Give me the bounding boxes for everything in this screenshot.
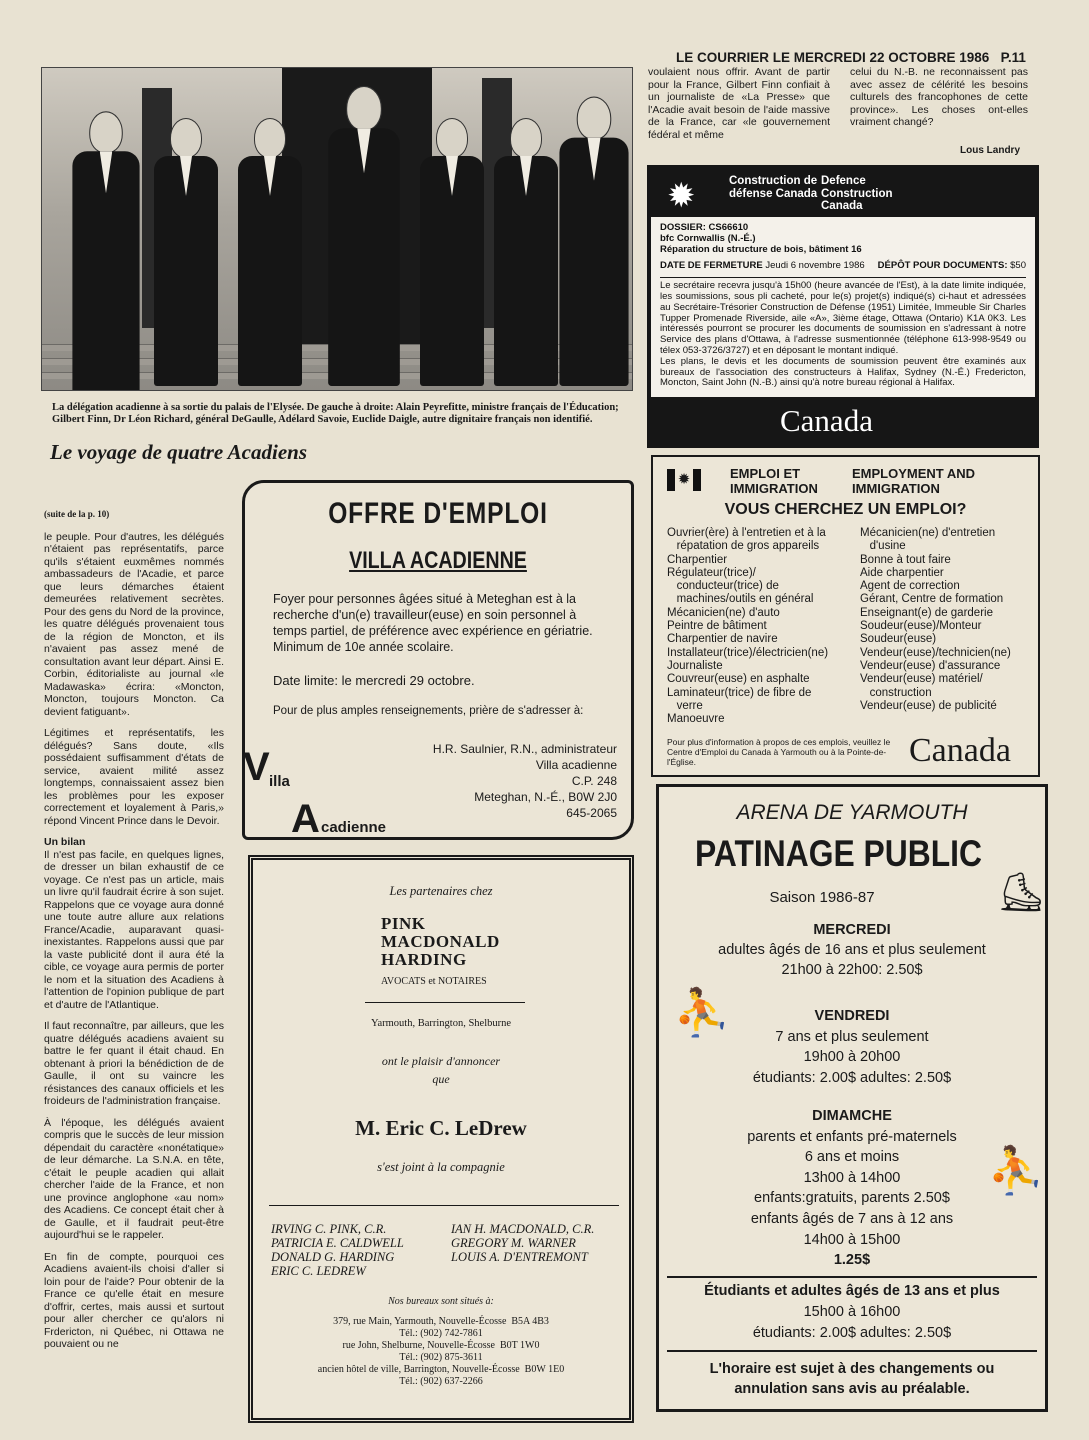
- job-item: Gérant, Centre de formation: [860, 593, 1004, 606]
- group-skating-icon: ⛹: [987, 1144, 1045, 1196]
- job-item: Laminateur(trice) de fibre de: [667, 686, 812, 699]
- job-item: d'usine: [860, 540, 906, 553]
- law-intro: Les partenaires chez: [389, 884, 493, 898]
- arena-venue: ARENA DE YARMOUTH: [736, 801, 968, 824]
- law-joined: s'est joint à la compagnie: [377, 1160, 505, 1174]
- villa-subtitle: VILLA ACADIENNE: [349, 547, 527, 574]
- closing-date: Jeudi 6 novembre 1986: [765, 260, 865, 272]
- partner-name: DONALD G. HARDING: [271, 1250, 395, 1264]
- villa-logo: V illa A cadienne: [243, 745, 387, 841]
- job-item: Agent de correction: [860, 580, 960, 593]
- fri-line-2: 19h00 à 20h00: [803, 1049, 901, 1065]
- contact-line: H.R. Saulnier, R.N., administrateur: [432, 742, 617, 756]
- wed-line-1: adultes âgés de 16 ans et plus seulement: [718, 942, 986, 958]
- contact-line: Villa acadienne: [535, 758, 617, 772]
- employment-headline: VOUS CHERCHEZ UN EMPLOI?: [724, 501, 967, 518]
- partner-name: ERIC C. LEDREW: [271, 1264, 366, 1278]
- job-item: répatation de gros appareils: [667, 540, 820, 553]
- defence-body: Le secrétaire recevra jusqu'à 15h00 (heure avancée de l'Est), à la date limite indiquée, les soumissions, sous pli cacheté, pour le(s) projet(s) indiqué(s) ci-haut et adressées au Secrétaire-Trésorier Construction de Défense (1951) Limitée, Immeuble Sir Charles Tupper Promenade Riverside, aile «A», 3ième étage, Ottawa (Ontario) K1A 0K3. Les intéressés pourront se procurer les documents de soumission en s'adressant à notre Service des plans d'Ottawa, à l'adresse susmentionnée (téléphone 613-998-9549 ou télex 053-3726/3727) et en déposant le montant indiqué.: [660, 280, 1026, 356]
- office-line: Tél.: (902) 742-7861: [399, 1328, 483, 1339]
- article-continuation-2: celui du N.-B. ne reconnaissent pas avec assez de célérité les besoins culturels des francophones de cette province». Les choses ont-elles vraiment changé?: [850, 66, 1028, 128]
- article-paragraph: Il n'est pas facile, en quelques lignes, de dresser un bilan exhaustif de ce voyage. Ce n'est pas un article, mais un livre qu'il faudrait écrire à son sujet. Rappelons que ce voyage aura donné une toute autre allure aux relations France/Acadie, auparavant quasi-inexistantes. Rappelons aussi que par la vaste publicité dont il aura été la cible, ce voyage aura permis de porter le nom et la situation des Acadiens à l'attention de l'opinion publique de part et d'autre de l'Atlantique.: [44, 848, 224, 1011]
- job-item: Peintre de bâtiment: [667, 620, 767, 633]
- job-item: verre: [667, 699, 703, 712]
- dossier-project: Réparation du structure de bois, bâtiment 16: [660, 243, 862, 255]
- job-item: Aide charpentier: [860, 566, 944, 579]
- job-item: Journaliste: [667, 659, 723, 672]
- maple-leaf-icon: ✹: [667, 177, 696, 215]
- defence-fr-name: Construction de défense Canada: [729, 175, 818, 200]
- job-item: Vendeur(euse) matériel/: [860, 673, 983, 686]
- wed-line-2: 21h00 à 22h00: 2.50$: [781, 962, 923, 978]
- contact-line: 645-2065: [566, 806, 617, 820]
- sun-line-6: 14h00 à 15h00: [803, 1231, 901, 1248]
- offices-list: [253, 1316, 629, 1388]
- deposit-label: DÉPÔT POUR DOCUMENTS:: [877, 260, 1008, 272]
- sun-line-2: 6 ans et moins: [804, 1149, 900, 1166]
- partners-right: [451, 1222, 594, 1264]
- article-continuation-1: voulaient nous offrir. Avant de partir pour la France, Gilbert Finn confiait à un journaliste de «La Presse» que l'Acadie avait besoin de l'aide massive de la France, car «le gouvernement fédéral et même: [648, 66, 830, 141]
- villa-contact: [433, 741, 617, 821]
- dossier-location: bfc Cornwallis (N.-É.): [660, 232, 756, 244]
- job-item: Soudeur(euse)/Monteur: [860, 620, 982, 633]
- office-line: ancien hôtel de ville, Barrington, Nouvelle-Écosse B0W 1E0: [317, 1364, 565, 1375]
- employment-en-name: EMPLOYMENT AND IMMIGRATION: [852, 466, 976, 496]
- office-line: rue John, Shelburne, Nouvelle-Écosse B0T 1W0: [342, 1340, 540, 1351]
- arena-season: Saison 1986-87: [769, 889, 875, 906]
- defence-en-name: Defence Construction Canada: [821, 175, 893, 212]
- office-line: Tél.: (902) 875-3611: [399, 1352, 483, 1363]
- sun-line-5: enfants âgés de 7 ans à 12 ans: [750, 1210, 954, 1227]
- skater-icon: ⛸: [997, 872, 1046, 914]
- law-pleasure: ont le plaisir d'annoncer: [381, 1054, 501, 1068]
- villa-more-info: Pour de plus amples renseignements, prière de s'adresser à:: [273, 705, 584, 717]
- law-firm-sub: AVOCATS et NOTAIRES: [381, 976, 487, 987]
- job-item: Couvreur(euse) en asphalte: [667, 673, 810, 686]
- job-item: Manoeuvre: [667, 713, 725, 726]
- family-skating-icon: ⛹: [673, 986, 731, 1038]
- defence-body-2: Les plans, le devis et les documents de soumission peuvent être examinés aux bureaux de l'association des constructeurs à Halifax, Sydney (N.-É.) Fredericton, Moncton, Saint John (N.-B.) ainsi qu'à notre bureau régional à Halifax.: [660, 355, 1026, 389]
- sun-line-9: 15h00 à 16h00: [803, 1304, 901, 1320]
- job-item: Enseignant(e) de garderie: [860, 606, 993, 619]
- fri-day: VENDREDI: [814, 1008, 890, 1024]
- canada-flag-icon: ✹: [667, 469, 701, 491]
- jobs-list-left: [667, 527, 867, 726]
- job-item: Ouvrier(ère) à l'entretien et à la: [667, 527, 826, 539]
- article-paragraph: le peuple. Pour d'autres, les délégués n'étaient pas représentatifs, parce qu'ils s'étaient euxmêmes nommés ambassadeurs de l'Acadie, et parce que leurs démarches étaient demeurées relativement secrètes. Pour des gens du Nord de la province, les quatre délégués provenaient tous de la région de Moncton, et ils n'avaient pas assez mené de consultation avant leur départ. Ainsi E. Corbin, éditorialiste au journal «le Madawaska» écrira: «Moncton, Moncton, toujours Moncton. Ca devient fatiguant».: [44, 530, 224, 718]
- deposit-value: $50: [1010, 260, 1026, 272]
- article-author: Lous Landry: [960, 145, 1021, 156]
- sun-line-1: parents et enfants pré-maternels: [747, 1128, 957, 1145]
- photo-caption: La délégation acadienne à sa sortie du palais de l'Elysée. De gauche à droite: Alain Peyrefitte, ministre français de l'Éducation; Gilbert Finn, Dr Léon Richard, général DeGaulle, Adélard Savoie, Euclide Daigle, autre dignitaire français non identifié.: [52, 402, 619, 425]
- partner-name: PATRICIA E. CALDWELL: [271, 1236, 404, 1250]
- article-subhead: Un bilan: [44, 836, 86, 848]
- law-new-partner: M. Eric C. LeDrew: [355, 1116, 527, 1140]
- villa-acadienne-ad: [242, 480, 634, 840]
- delegation-photo: [41, 67, 633, 391]
- wed-day: MERCREDI: [813, 922, 891, 938]
- arena-title: PATINAGE PUBLIC: [695, 833, 982, 874]
- article-paragraph: Légitimes et représentatifs, les délégués? Sans doute, «Ils possédaient suffisamment d'états de service, avaient milité assez longtemps, connaissaient assez bien les problèmes pour les exposer correctement et loyalement à Paris,» répond Vincent Prince dans le Devoir.: [44, 727, 224, 827]
- job-item: Vendeur(euse)/technicien(ne): [860, 646, 1011, 659]
- article-paragraph: En fin de compte, pourquoi ces Acadiens avaient-ils choisi d'aller si loin pour de l'aide? Pour obtenir de la France ce qu'elle était en mesure d'offrir, certes, mais aussi et surtout pour aller chercher ce qu'alors ni Frdericton, ni Québec, ni Ottawa ne pouvaient ou ne: [44, 1250, 224, 1350]
- partner-name: GREGORY M. WARNER: [451, 1236, 576, 1250]
- sun-line-3: 13h00 à 14h00: [803, 1169, 901, 1186]
- job-item: machines/outils en général: [667, 593, 814, 606]
- sun-line-10: étudiants: 2.00$ adultes: 2.50$: [752, 1325, 952, 1341]
- law-firm-name: PINK MACDONALD HARDING: [381, 914, 500, 969]
- job-item: Mécanicien(ne) d'entretien: [860, 527, 996, 539]
- page-header: LE COURRIER LE MERCREDI 22 OCTOBRE 1986 P.11: [676, 50, 1026, 65]
- partner-name: IRVING C. PINK, C.R.: [271, 1222, 387, 1236]
- office-line: 379, rue Main, Yarmouth, Nouvelle-Écosse B5A 4B3: [333, 1316, 549, 1327]
- job-item: Bonne à tout faire: [860, 553, 951, 566]
- article-headline: Le voyage de quatre Acadiens: [50, 440, 307, 464]
- job-item: Vendeur(euse) de publicité: [860, 699, 997, 712]
- canada-wordmark: Canada: [909, 732, 1011, 769]
- closing-label: DATE DE FERMETURE: [660, 260, 763, 272]
- job-item: Régulateur(trice)/: [667, 566, 756, 579]
- job-item: Soudeur(euse): [860, 633, 937, 646]
- sun-day: DIMAMCHE: [812, 1108, 892, 1124]
- job-item: Mécanicien(ne) d'auto: [667, 606, 780, 619]
- job-item: conducteur(trice) de: [667, 580, 779, 593]
- defence-construction-ad: [647, 165, 1039, 448]
- law-places: Yarmouth, Barrington, Shelburne: [370, 1018, 512, 1029]
- continued-note: (suite de la p. 10): [44, 509, 110, 519]
- law-que: que: [432, 1072, 450, 1086]
- offices-title: Nos bureaux sont situés à:: [388, 1296, 494, 1307]
- sun-line-8: Étudiants et adultes âgés de 13 ans et plus: [704, 1283, 1000, 1299]
- fri-line-3: étudiants: 2.00$ adultes: 2.50$: [752, 1069, 952, 1086]
- job-item: Charpentier: [667, 553, 728, 566]
- employment-footer: Pour plus d'information à propos de ces emplois, veuillez le Centre d'Emploi du Canada à Yarmouth ou à la Pointe-de-l'Église.: [667, 737, 891, 767]
- villa-deadline: Date limite: le mercredi 29 octobre.: [273, 673, 475, 688]
- employment-ad: [651, 455, 1040, 777]
- dossier-number: DOSSIER: CS66610: [660, 222, 749, 233]
- job-item: construction: [860, 686, 932, 699]
- arena-ad: [656, 784, 1048, 1412]
- villa-title: OFFRE D'EMPLOI: [328, 497, 548, 530]
- villa-body: Foyer pour personnes âgées situé à Meteghan est à la recherche d'un(e) travailleur(euse) en soin personnel à temps partiel, de préférence avec expérience en gériatrie. Minimum de 10e année scolaire.: [273, 592, 593, 654]
- article-column: [44, 508, 224, 1360]
- employment-fr-name: EMPLOI ET IMMIGRATION: [730, 466, 818, 496]
- fri-line-1: 7 ans et plus seulement: [775, 1028, 929, 1045]
- law-firm-ad: [248, 855, 634, 1423]
- contact-line: C.P. 248: [571, 774, 617, 788]
- job-item: Charpentier de navire: [667, 633, 778, 646]
- sun-line-4: enfants:gratuits, parents 2.50$: [754, 1190, 950, 1207]
- article-paragraph: À l'époque, les délégués avaient compris que le succès de leur mission dépendait du caractère «nonétatique» de leur démarche. La S.N.A. en tête, c'était le peuple acadien qui allait chercher l'aide de la France, et non une province anglophone «au nom» des Acadiens. Ce concept était cher à de Gaulle, et il faudrait peut-être aujourd'hui se le rappeler.: [44, 1116, 224, 1241]
- sun-line-7: 1.25$: [833, 1252, 871, 1269]
- arena-notice: L'horaire est sujet à des changements ou annulation sans avis au préalable.: [709, 1361, 995, 1397]
- jobs-list-right: [860, 527, 1035, 713]
- partners-left: [271, 1222, 404, 1278]
- job-item: Installateur(trice)/électricien(ne): [667, 646, 829, 659]
- canada-wordmark: Canada: [780, 403, 873, 438]
- partner-name: LOUIS A. D'ENTREMONT: [451, 1250, 588, 1264]
- partner-name: IAN H. MACDONALD, C.R.: [451, 1222, 595, 1236]
- contact-line: Meteghan, N.-É., B0W 2J0: [474, 790, 617, 804]
- job-item: Vendeur(euse) d'assurance: [860, 659, 1001, 672]
- office-line: Tél.: (902) 637-2266: [399, 1376, 483, 1387]
- article-paragraph: Il faut reconnaître, par ailleurs, que les quatre délégués acadiens avaient su battre le fer quant il était chaud. En obtenant à priori la bénédiction de de Gaulle, il ont su vaincre les résistances des canaux officiels et les froideurs de l'administration française.: [44, 1020, 224, 1107]
